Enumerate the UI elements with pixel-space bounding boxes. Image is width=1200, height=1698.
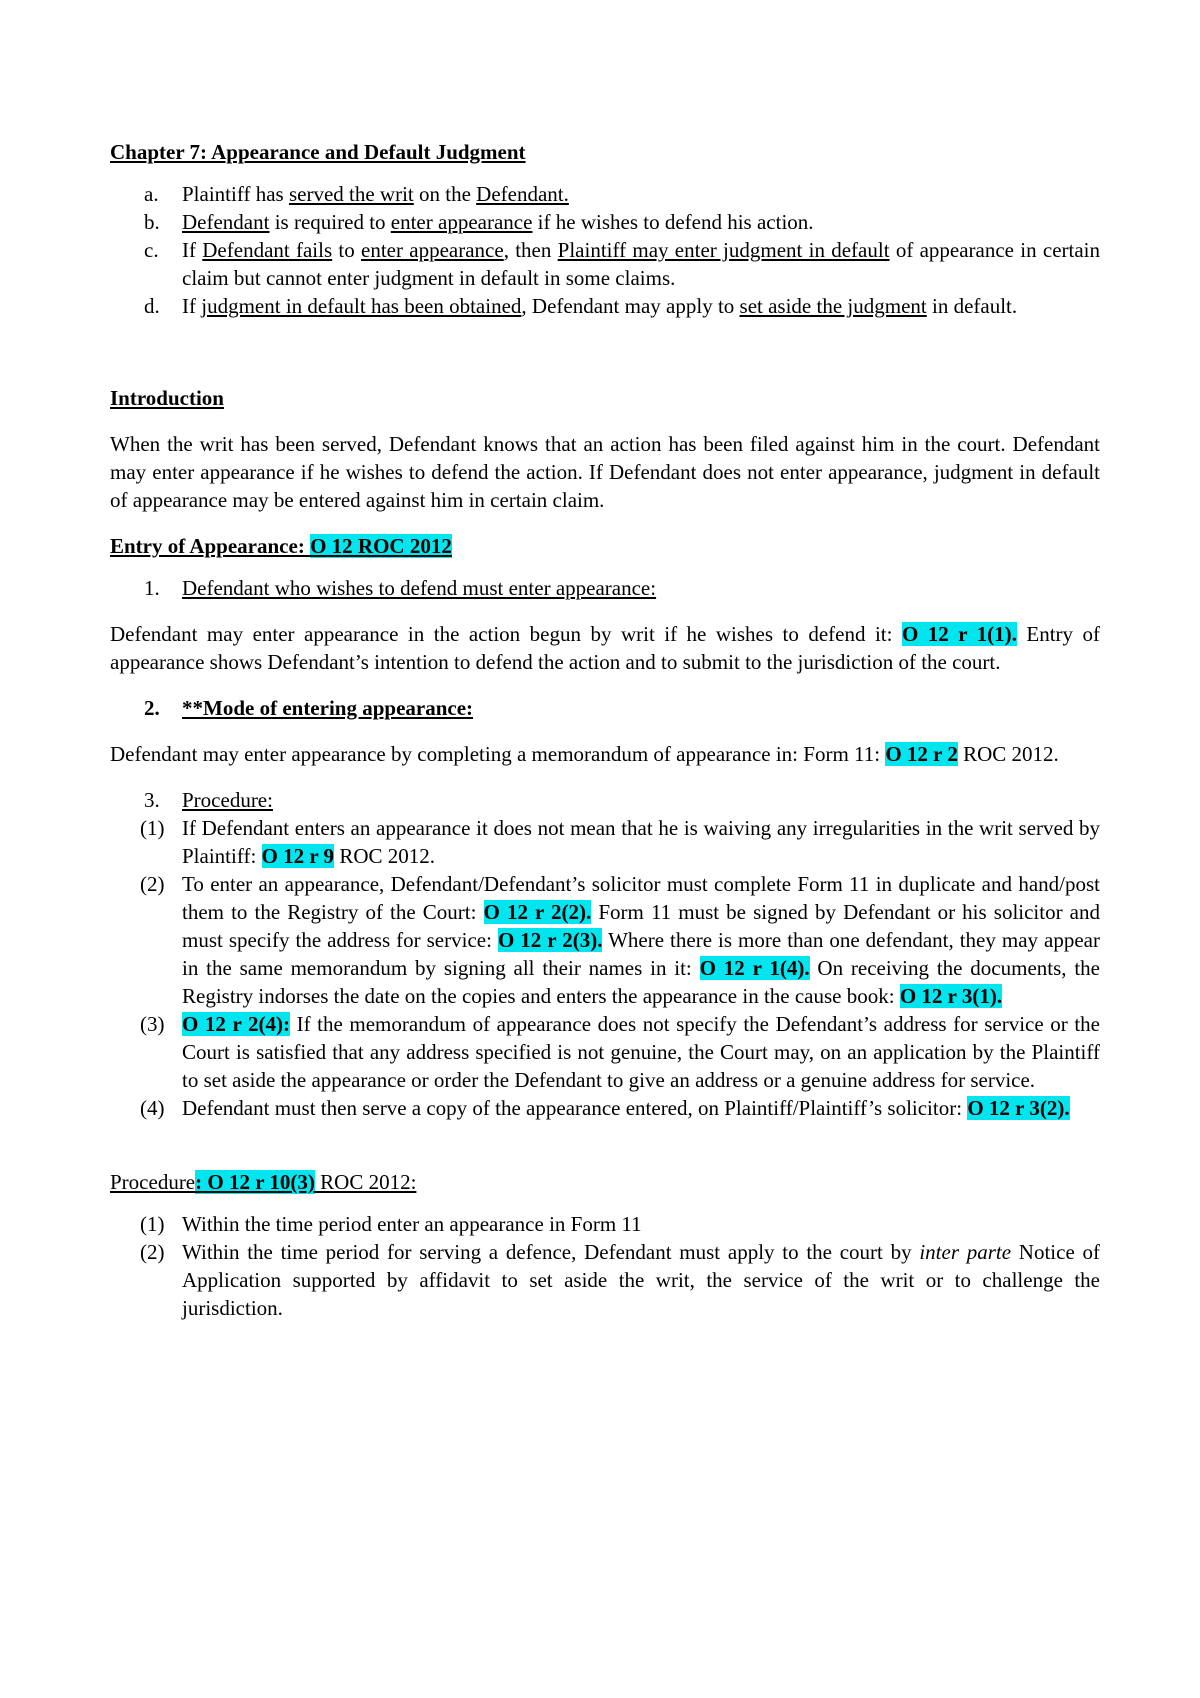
procedure-steps xyxy=(110,1210,1100,1322)
list-item: a. Plaintiff has served the writ on the Defendant. xyxy=(144,182,569,206)
entry-item-2 xyxy=(110,694,1100,722)
rule-reference: O 12 r 2(3). xyxy=(497,928,603,952)
document-page xyxy=(110,138,1100,1322)
rule-reference: O 12 r 1(1). xyxy=(901,622,1017,646)
entry-paragraph-1: Defendant may enter appearance in the action begun by writ if he wishes to defend it: O 12 r 1(1). Entry of appearance shows Defendant’s intention to defend the action and to submit to the jurisdiction of the court. xyxy=(110,622,1101,674)
list-item: 1. Defendant who wishes to defend must enter appearance: xyxy=(144,576,657,600)
list-item: 3. Procedure: xyxy=(144,788,273,812)
list-item: b. Defendant is required to enter appearance if he wishes to defend his action. xyxy=(144,210,814,234)
rule-reference: O 12 r 9 xyxy=(261,844,335,868)
rule-reference: : O 12 r 10(3) xyxy=(195,1170,315,1194)
procedure-heading: Procedure: O 12 r 10(3) ROC 2012: xyxy=(110,1170,417,1194)
list-item: 2. **Mode of entering appearance: xyxy=(144,696,474,720)
introduction-heading: Introduction xyxy=(110,386,224,410)
list-item: c. If Defendant fails to enter appearance, then Plaintiff may enter judgment in default of appearance in certain claim but cannot enter judgment in default in some claims. xyxy=(144,238,1100,290)
rule-reference: O 12 r 2(4): xyxy=(182,1012,290,1036)
overview-list xyxy=(110,180,1100,320)
rule-reference: O 12 r 3(1). xyxy=(899,984,1003,1008)
list-item: (3) O 12 r 2(4): If the memorandum of appearance does not specify the Defendant’s address for service or the Court is satisfied that any address specified is not genuine, the Court may, on an application by the Plaintiff to set aside the appearance or order the Defendant to give an address or a genuine address for service. xyxy=(140,1012,1101,1092)
entry-heading: Entry of Appearance: O 12 ROC 2012 xyxy=(110,534,452,558)
chapter-title: Chapter 7: Appearance and Default Judgment xyxy=(110,140,526,164)
rule-reference: O 12 ROC 2012 xyxy=(310,534,452,558)
list-item: (1) If Defendant enters an appearance it does not mean that he is waiving any irregularities in the writ served by Plaintiff: O 12 r 9 ROC 2012. xyxy=(140,816,1100,868)
introduction-body: When the writ has been served, Defendant knows that an action has been filed against him in the court. Defendant may enter appearance if he wishes to defend the action. If Defendant does not enter appearance, judgment in default of appearance may be entered against him in certain claim. xyxy=(110,432,1100,512)
list-item: (1) Within the time period enter an appearance in Form 11 xyxy=(140,1212,642,1236)
rule-reference: O 12 r 2(2). xyxy=(483,900,592,924)
entry-item-1 xyxy=(110,574,1100,602)
rule-reference: O 12 r 3(2). xyxy=(967,1096,1070,1120)
entry-paragraph-2: Defendant may enter appearance by completing a memorandum of appearance in: Form 11: O 12 r 2 ROC 2012. xyxy=(110,742,1059,766)
list-item: d. If judgment in default has been obtained, Defendant may apply to set aside the judgment in default. xyxy=(144,294,1018,318)
rule-reference: O 12 r 1(4). xyxy=(699,956,810,980)
list-item: (2) Within the time period for serving a defence, Defendant must apply to the court by inter parte Notice of Application supported by affidavit to set aside the writ, the service of the writ or to challenge the jurisdiction. xyxy=(140,1240,1100,1320)
list-item: (2) To enter an appearance, Defendant/Defendant’s solicitor must complete Form 11 in duplicate and hand/post them to the Registry of the Court: O 12 r 2(2). Form 11 must be signed by Defendant or his solicitor and must specify the address for service: O 12 r 2(3). Where there is more than one defendant, they may appear in the same memorandum by signing all their names in it: O 12 r 1(4). On receiving the documents, the Registry indorses the date on the copies and enters the appearance in the cause book: O 12 r 3(1). xyxy=(140,872,1101,1008)
rule-reference: O 12 r 2 xyxy=(885,742,958,766)
list-item: (4) Defendant must then serve a copy of the appearance entered, on Plaintiff/Plaintiff’s solicitor: O 12 r 3(2). xyxy=(140,1096,1070,1120)
procedure-list xyxy=(110,786,1100,1122)
